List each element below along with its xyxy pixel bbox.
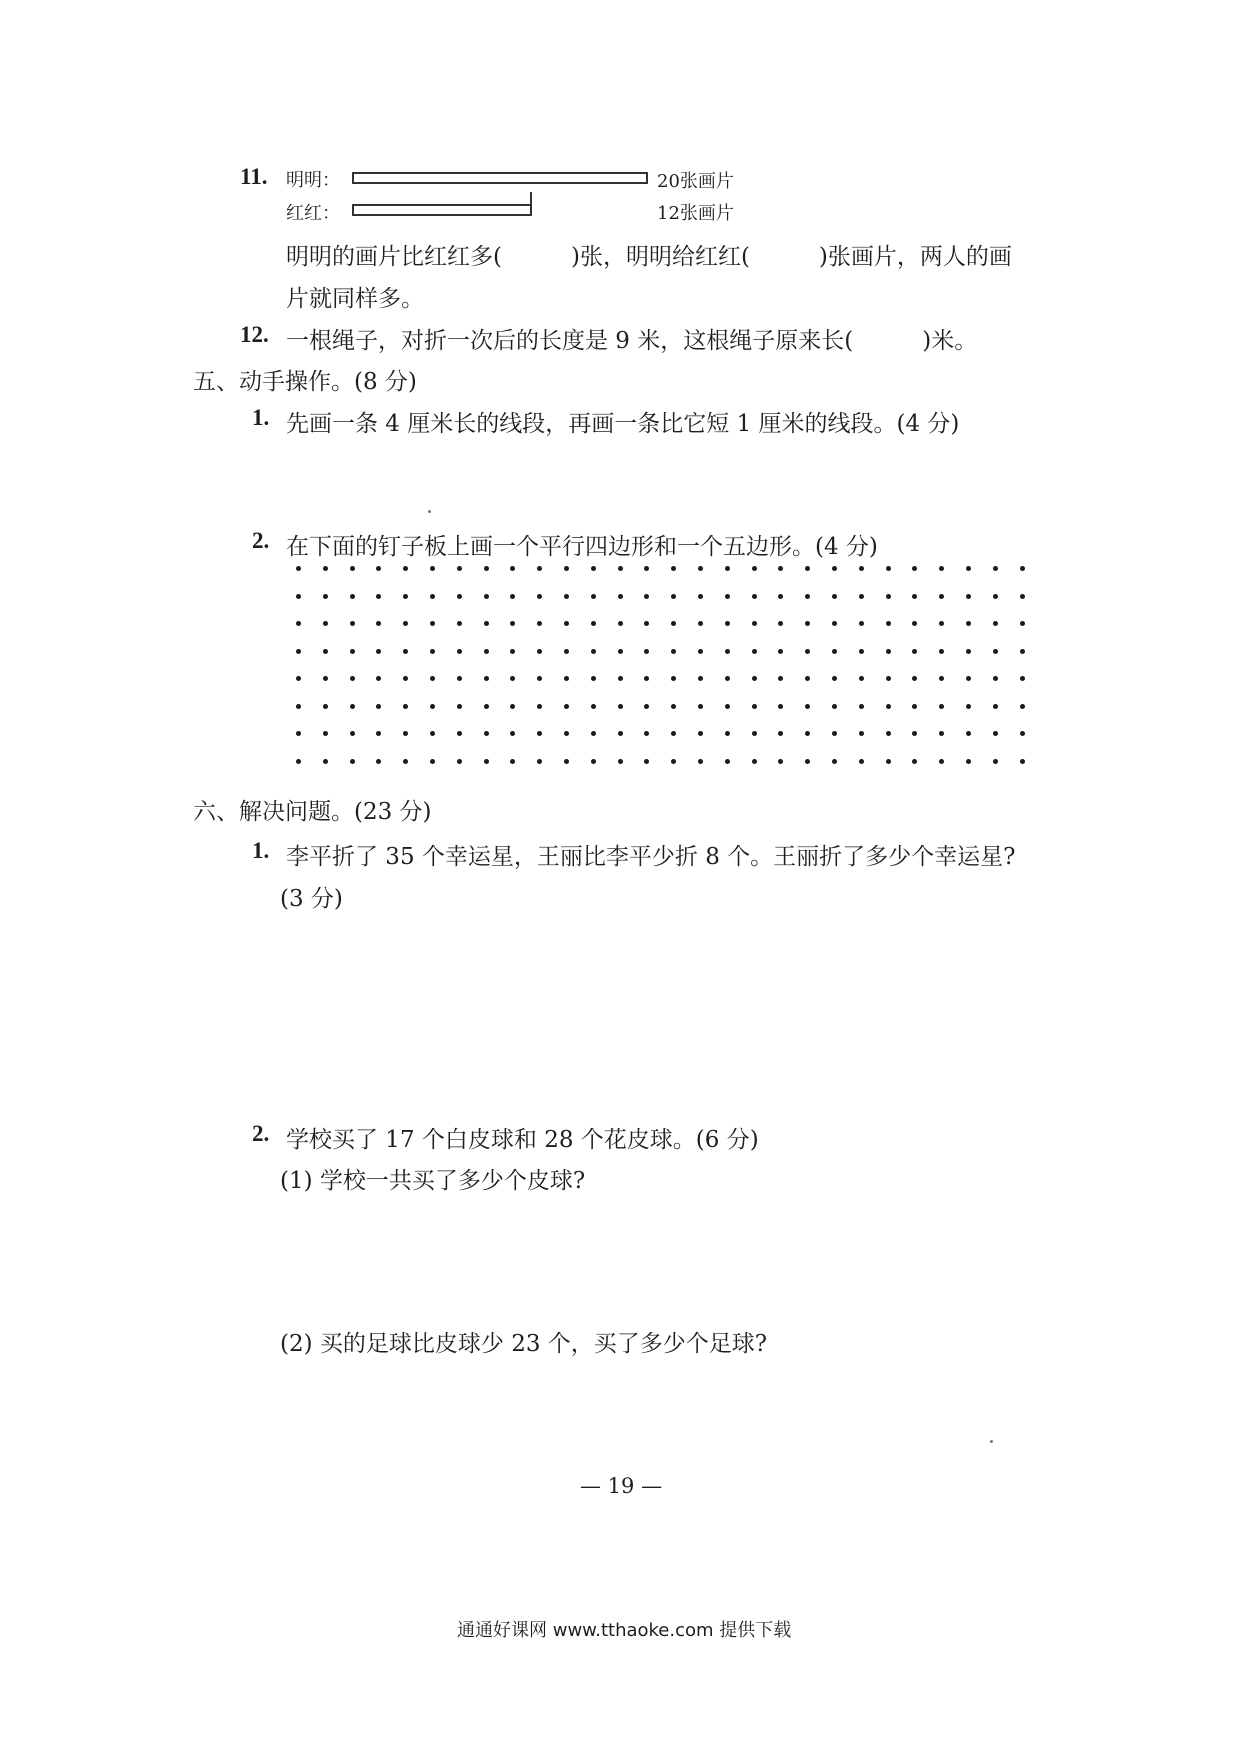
nail-dot[interactable] [484,594,489,599]
nail-dot[interactable] [966,731,971,736]
nail-dot[interactable] [403,594,408,599]
nail-dot[interactable] [778,649,783,654]
nail-dot[interactable] [484,704,489,709]
nail-dot[interactable] [725,649,730,654]
download-footer: 通通好课网 www.tthaoke.com 提供下载 [457,1620,792,1641]
nail-dot[interactable] [644,759,649,764]
nail-dot[interactable] [430,621,435,626]
nail-dot[interactable] [725,594,730,599]
q11-honghong-value: 12张画片 [657,203,734,224]
s6-q2-sub2: (2) 买的足球比皮球少 23 个，买了多少个足球? [280,1331,768,1357]
nail-dot[interactable] [912,621,917,626]
nail-dot[interactable] [296,621,301,626]
nail-dot[interactable] [403,621,408,626]
nail-dot[interactable] [350,594,355,599]
nail-dot[interactable] [376,731,381,736]
nail-dot[interactable] [805,621,810,626]
nail-dot[interactable] [618,704,623,709]
q12-text: 一根绳子，对折一次后的长度是 9 米，这根绳子原来长( )米。 [286,328,978,354]
nail-dot[interactable] [912,731,917,736]
s6-q1-text: 李平折了 35 个幸运星，王丽比李平少折 8 个。王丽折了多少个幸运星? [286,844,1016,870]
nail-dot[interactable] [591,594,596,599]
nail-dot[interactable] [510,594,515,599]
nail-dot[interactable] [403,731,408,736]
nail-dot[interactable] [912,594,917,599]
nail-dot[interactable] [939,621,944,626]
nail-dot[interactable] [430,704,435,709]
nail-dot[interactable] [725,566,730,571]
nail-dot[interactable] [671,566,676,571]
nail-dot[interactable] [1020,649,1025,654]
nail-dot[interactable] [430,649,435,654]
nail-dot[interactable] [537,649,542,654]
nail-dot[interactable] [671,621,676,626]
nail-dot[interactable] [966,566,971,571]
nail-dot[interactable] [350,621,355,626]
nail-dot[interactable] [618,566,623,571]
nail-dot[interactable] [832,621,837,626]
nail-dot[interactable] [484,676,489,681]
nail-dot[interactable] [323,676,328,681]
nail-dot[interactable] [886,759,891,764]
nail-dot[interactable] [510,649,515,654]
nail-dot[interactable] [993,621,998,626]
nail-dot[interactable] [296,676,301,681]
nail-dot[interactable] [644,594,649,599]
nail-dot[interactable] [457,649,462,654]
nail-dot[interactable] [323,566,328,571]
nail-dot[interactable] [778,566,783,571]
section6-heading: 六、解决问题。(23 分) [193,799,432,825]
nail-dot[interactable] [993,566,998,571]
nail-dot[interactable] [644,621,649,626]
nail-dot[interactable] [510,621,515,626]
nail-dot[interactable] [618,759,623,764]
q11-mingming-value: 20张画片 [657,171,734,192]
nail-dot[interactable] [323,704,328,709]
nail-dot[interactable] [376,676,381,681]
nail-dot[interactable] [939,566,944,571]
nail-dot[interactable] [564,621,569,626]
nail-dot[interactable] [698,704,703,709]
nail-dot[interactable] [993,704,998,709]
q11-mingming-label: 明明： [286,170,340,191]
nail-dot[interactable] [537,621,542,626]
s6-q1-number: 1. [252,838,270,863]
nail-dot[interactable] [752,621,757,626]
nail-dot[interactable] [1020,759,1025,764]
nail-dot[interactable] [537,759,542,764]
nail-dot[interactable] [591,566,596,571]
nail-dot[interactable] [591,676,596,681]
nail-dot[interactable] [484,759,489,764]
nail-dot[interactable] [323,731,328,736]
nail-dot[interactable] [296,566,301,571]
s5-q1-number: 1. [252,405,270,430]
nail-dot[interactable] [403,676,408,681]
nail-dot[interactable] [993,731,998,736]
nail-dot[interactable] [698,731,703,736]
nail-dot[interactable] [564,649,569,654]
nail-dot[interactable] [671,676,676,681]
q11-honghong-label: 红红： [286,203,340,224]
nail-dot[interactable] [376,621,381,626]
nail-dot[interactable] [805,759,810,764]
nail-dot[interactable] [778,621,783,626]
nail-dot[interactable] [591,759,596,764]
nail-dot[interactable] [886,731,891,736]
nail-dot[interactable] [832,731,837,736]
nail-dot[interactable] [430,759,435,764]
nail-dot[interactable] [457,594,462,599]
nail-dot[interactable] [966,594,971,599]
nail-dot[interactable] [564,759,569,764]
nail-dot[interactable] [296,594,301,599]
nail-dot[interactable] [993,594,998,599]
nail-dot[interactable] [939,759,944,764]
nail-dot[interactable] [537,704,542,709]
nail-dot[interactable] [725,621,730,626]
nail-dot[interactable] [698,566,703,571]
nail-dot[interactable] [698,649,703,654]
nail-dot[interactable] [912,566,917,571]
nail-dot[interactable] [832,594,837,599]
nail-dot[interactable] [457,759,462,764]
nail-dot[interactable] [376,649,381,654]
nail-dot[interactable] [510,759,515,764]
nail-dot[interactable] [430,566,435,571]
nail-dot[interactable] [698,759,703,764]
nail-dot[interactable] [725,759,730,764]
nail-dot[interactable] [618,594,623,599]
nail-dot[interactable] [886,594,891,599]
nail-dot[interactable] [993,759,998,764]
q11-text-line1: 明明的画片比红红多( )张，明明给红红( )张画片，两人的画 [286,244,1012,270]
nail-dot[interactable] [805,649,810,654]
nail-dot[interactable] [939,594,944,599]
nail-dot[interactable] [725,731,730,736]
nail-dot[interactable] [296,649,301,654]
q11-text-line2: 片就同样多。 [286,286,424,312]
s6-q1-score: (3 分) [280,886,343,912]
nail-board[interactable] [296,566,1048,778]
nail-dot[interactable] [886,621,891,626]
nail-dot[interactable] [376,759,381,764]
nail-dot[interactable] [510,704,515,709]
nail-dot[interactable] [859,704,864,709]
nail-dot[interactable] [671,649,676,654]
nail-dot[interactable] [430,676,435,681]
nail-dot[interactable] [457,621,462,626]
nail-dot[interactable] [564,566,569,571]
nail-dot[interactable] [778,594,783,599]
nail-dot[interactable] [993,676,998,681]
nail-dot[interactable] [510,566,515,571]
nail-dot[interactable] [376,704,381,709]
nail-dot[interactable] [323,594,328,599]
nail-dot[interactable] [966,759,971,764]
nail-dot[interactable] [698,621,703,626]
nail-dot[interactable] [484,621,489,626]
nail-dot[interactable] [618,649,623,654]
s6-q2-sub1: (1) 学校一共买了多少个皮球? [280,1168,586,1194]
nail-dot[interactable] [323,621,328,626]
nail-dot[interactable] [644,731,649,736]
nail-dot[interactable] [886,676,891,681]
q11-number: 11. [240,164,268,189]
scan-speck [990,1440,993,1443]
nail-dot[interactable] [484,649,489,654]
nail-dot[interactable] [376,566,381,571]
nail-dot[interactable] [939,704,944,709]
nail-dot[interactable] [350,566,355,571]
nail-dot[interactable] [564,676,569,681]
nail-dot[interactable] [859,594,864,599]
nail-dot[interactable] [832,649,837,654]
nail-dot[interactable] [296,759,301,764]
nail-dot[interactable] [350,731,355,736]
scan-speck [428,510,431,513]
nail-dot[interactable] [644,649,649,654]
nail-dot[interactable] [403,649,408,654]
nail-dot[interactable] [1020,676,1025,681]
nail-dot[interactable] [457,676,462,681]
nail-dot[interactable] [671,594,676,599]
nail-dot[interactable] [591,621,596,626]
nail-dot[interactable] [859,621,864,626]
nail-dot[interactable] [350,649,355,654]
nail-dot[interactable] [296,704,301,709]
nail-dot[interactable] [510,731,515,736]
nail-dot[interactable] [752,759,757,764]
nail-dot[interactable] [376,594,381,599]
nail-dot[interactable] [966,621,971,626]
nail-dot[interactable] [725,704,730,709]
honghong-bar-divider [530,192,532,216]
nail-dot[interactable] [1020,731,1025,736]
nail-dot[interactable] [778,731,783,736]
nail-dot[interactable] [644,704,649,709]
nail-dot[interactable] [618,676,623,681]
nail-dot[interactable] [912,676,917,681]
nail-dot[interactable] [591,649,596,654]
nail-dot[interactable] [912,759,917,764]
nail-dot[interactable] [350,704,355,709]
nail-dot[interactable] [912,649,917,654]
nail-dot[interactable] [778,676,783,681]
nail-dot[interactable] [564,594,569,599]
nail-dot[interactable] [912,704,917,709]
s5-q2-text: 在下面的钉子板上画一个平行四边形和一个五边形。(4 分) [286,534,878,560]
nail-dot[interactable] [323,649,328,654]
nail-dot[interactable] [457,731,462,736]
nail-dot[interactable] [323,759,328,764]
nail-dot[interactable] [886,649,891,654]
nail-dot[interactable] [1020,621,1025,626]
nail-dot[interactable] [805,566,810,571]
s5-q1-text: 先画一条 4 厘米长的线段，再画一条比它短 1 厘米的线段。(4 分) [286,411,960,437]
mingming-bar [352,172,648,184]
nail-dot[interactable] [832,566,837,571]
nail-dot[interactable] [591,731,596,736]
nail-dot[interactable] [859,566,864,571]
nail-dot[interactable] [1020,704,1025,709]
nail-dot[interactable] [778,759,783,764]
honghong-bar [352,204,532,216]
nail-dot[interactable] [671,704,676,709]
nail-dot[interactable] [564,704,569,709]
nail-dot[interactable] [403,704,408,709]
nail-dot[interactable] [859,649,864,654]
nail-dot[interactable] [859,731,864,736]
nail-dot[interactable] [805,594,810,599]
nail-dot[interactable] [805,704,810,709]
nail-dot[interactable] [752,704,757,709]
nail-dot[interactable] [698,676,703,681]
nail-dot[interactable] [403,566,408,571]
nail-dot[interactable] [752,731,757,736]
nail-dot[interactable] [966,676,971,681]
page-number: — 19 — [580,1474,663,1498]
nail-dot[interactable] [564,731,569,736]
q12-number: 12. [240,322,269,347]
nail-dot[interactable] [752,566,757,571]
nail-dot[interactable] [430,731,435,736]
section5-heading: 五、动手操作。(8 分) [193,369,417,395]
nail-dot[interactable] [618,621,623,626]
nail-dot[interactable] [832,704,837,709]
s6-q2-number: 2. [252,1121,270,1146]
nail-dot[interactable] [644,566,649,571]
nail-dot[interactable] [698,594,703,599]
nail-dot[interactable] [993,649,998,654]
nail-dot[interactable] [859,676,864,681]
nail-dot[interactable] [644,676,649,681]
nail-dot[interactable] [966,649,971,654]
nail-dot[interactable] [484,566,489,571]
nail-dot[interactable] [484,731,489,736]
nail-dot[interactable] [537,676,542,681]
nail-dot[interactable] [752,594,757,599]
nail-dot[interactable] [939,731,944,736]
nail-dot[interactable] [939,649,944,654]
nail-dot[interactable] [778,704,783,709]
s6-q2-text: 学校买了 17 个白皮球和 28 个花皮球。(6 分) [286,1127,759,1153]
nail-dot[interactable] [430,594,435,599]
nail-dot[interactable] [886,704,891,709]
nail-dot[interactable] [752,676,757,681]
nail-dot[interactable] [537,594,542,599]
nail-dot[interactable] [350,759,355,764]
s5-q2-number: 2. [252,528,270,553]
nail-dot[interactable] [457,566,462,571]
nail-dot[interactable] [1020,566,1025,571]
nail-dot[interactable] [618,731,623,736]
nail-dot[interactable] [537,731,542,736]
nail-dot[interactable] [832,676,837,681]
nail-dot[interactable] [591,704,596,709]
nail-dot[interactable] [886,566,891,571]
nail-dot[interactable] [671,731,676,736]
nail-dot[interactable] [859,759,864,764]
nail-dot[interactable] [457,704,462,709]
nail-dot[interactable] [805,676,810,681]
nail-dot[interactable] [939,676,944,681]
nail-dot[interactable] [752,649,757,654]
nail-dot[interactable] [725,676,730,681]
nail-dot[interactable] [537,566,542,571]
nail-dot[interactable] [832,759,837,764]
nail-dot[interactable] [350,676,355,681]
nail-dot[interactable] [510,676,515,681]
nail-dot[interactable] [966,704,971,709]
nail-dot[interactable] [805,731,810,736]
nail-dot[interactable] [671,759,676,764]
nail-dot[interactable] [296,731,301,736]
nail-dot[interactable] [1020,594,1025,599]
nail-dot[interactable] [403,759,408,764]
